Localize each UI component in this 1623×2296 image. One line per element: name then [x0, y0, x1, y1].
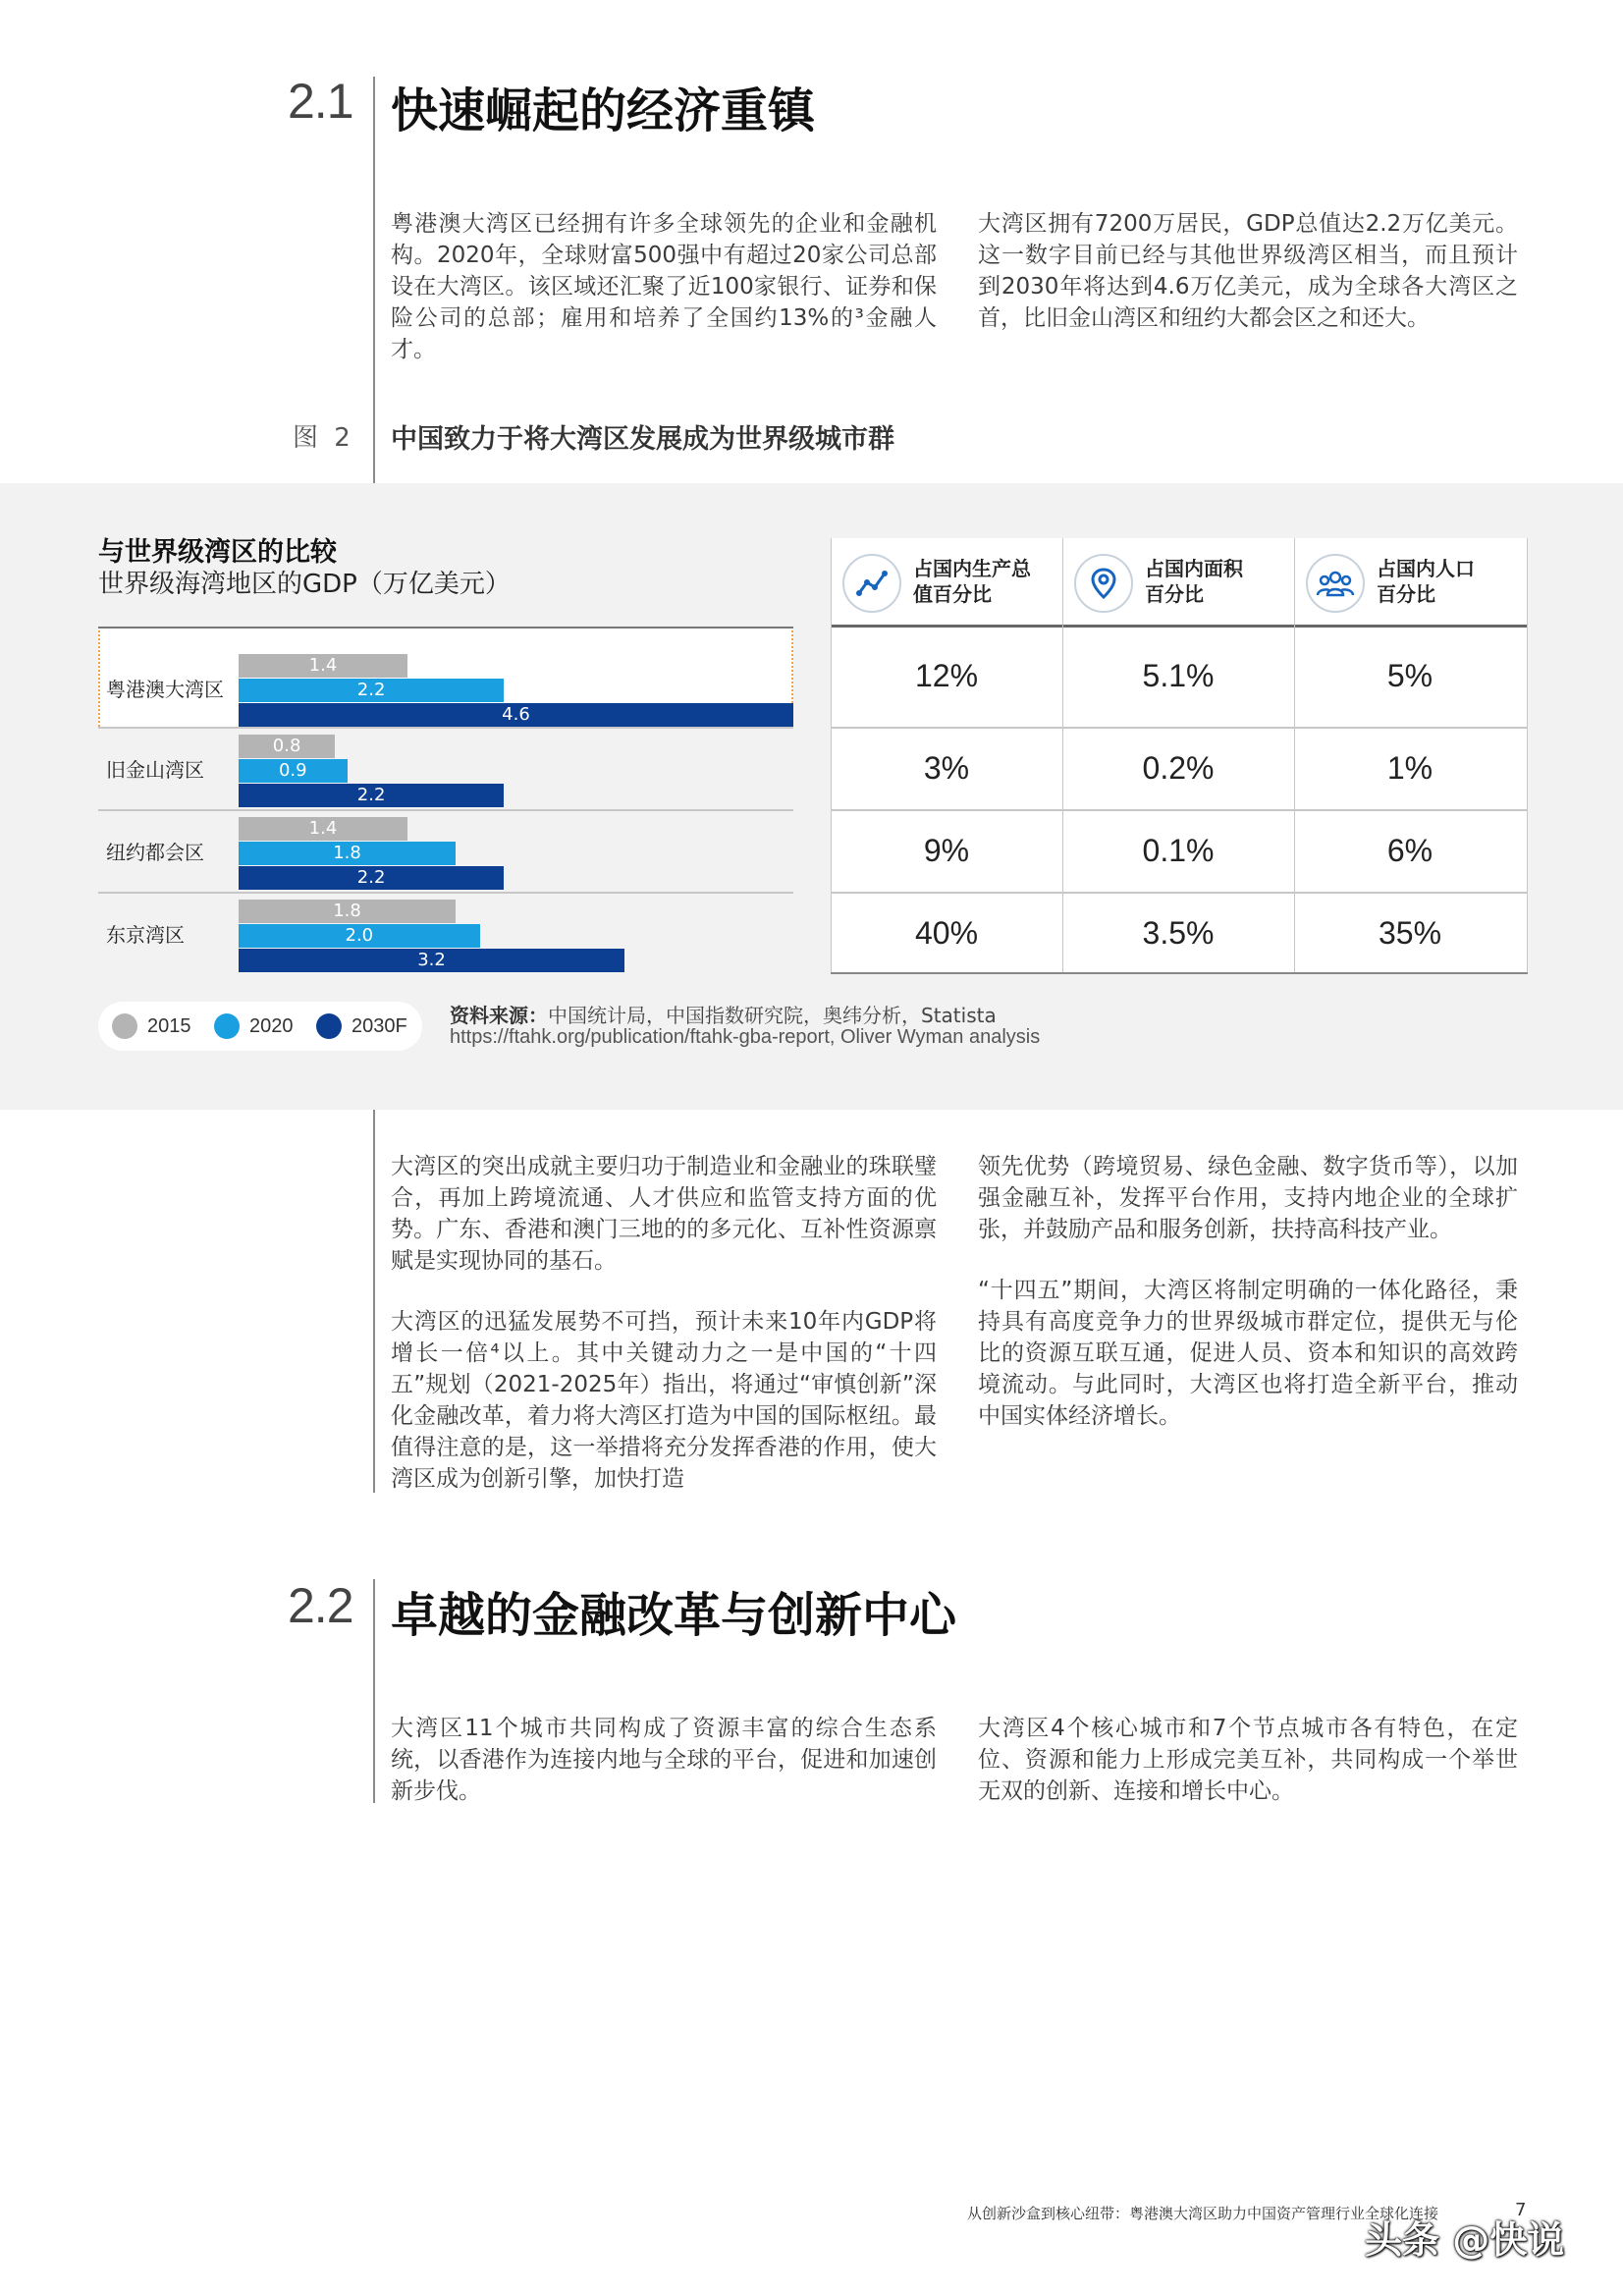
section2-para-right: 大湾区4个核心城市和7个节点城市各有特色，在定位、资源和能力上形成完美互补，共同构成一个举世无双的创新、连接和增长中心。: [978, 1716, 1518, 1804]
bar-value-label: 2.0: [345, 925, 374, 946]
body-left-para-1: 大湾区的突出成就主要归功于制造业和金融业的珠联璧合，再加上跨境流通、人才供应和监管支持方面的优势。广东、香港和澳门三地的的多元化、互补性资源禀赋是实现协同的基石。: [391, 1154, 937, 1274]
section1-vertical-rule: [373, 77, 375, 489]
section1-title: 快速崛起的经济重镇: [391, 83, 816, 138]
table-row-rule: [831, 892, 1528, 894]
figure-label: 图 2: [293, 423, 354, 453]
table-cell: 0.1%: [1142, 833, 1215, 868]
table-bottom-rule: [831, 972, 1528, 974]
chart-legend: [98, 1002, 422, 1051]
section2-para-left: 大湾区11个城市共同构成了资源丰富的综合生态系统，以香港作为连接内地与全球的平台，促进和加速创新步伐。: [391, 1716, 937, 1804]
body-right-para-2: “十四五”期间，大湾区将制定明确的一体化路径，秉持具有高度竞争力的世界级城市群定位，提供无与伦比的资源互联互通，促进人员、资本和知识的高效跨境流动。与此同时，大湾区也将打造全新平台，推动中国实体经济增长。: [978, 1278, 1518, 1429]
legend-swatch-2015: [112, 1013, 137, 1039]
section1-para-left: 粤港澳大湾区已经拥有许多全球领先的企业和金融机构。2020年，全球财富500强中有超过20家公司总部设在大湾区。该区域还汇聚了近100家银行、证券和保险公司的总部；雇用和培养了全国约13%的³金融人才。: [391, 211, 937, 362]
chart-subtitle: 世界级海湾地区的GDP（万亿美元）: [98, 570, 511, 599]
legend-label: 2020: [249, 1015, 294, 1037]
table-cell: 6%: [1386, 833, 1434, 868]
bar-value-label: 2.2: [356, 867, 386, 888]
table-cell: 35%: [1378, 915, 1442, 951]
figure-title: 中国致力于将大湾区发展成为世界级城市群: [391, 424, 894, 455]
table-cell: 3.5%: [1142, 915, 1215, 951]
legend-swatch-2030f: [316, 1013, 342, 1039]
table-header-gdp: 占国内生产总 值百分比: [913, 557, 1031, 606]
category-separator: [98, 727, 793, 729]
legend-label: 2030F: [352, 1015, 407, 1037]
table-cell: 5%: [1386, 658, 1434, 693]
legend-label: 2015: [147, 1015, 191, 1037]
table-cell: 9%: [923, 833, 970, 868]
line-chart-icon: [842, 554, 901, 613]
bar-value-label: 2.2: [356, 680, 386, 700]
category-label: 纽约都会区: [106, 841, 204, 864]
chart-top-rule: [98, 627, 793, 629]
category-label: 旧金山湾区: [106, 758, 204, 782]
category-separator: [98, 809, 793, 811]
bar-value-label: 3.2: [417, 950, 446, 970]
section1-number: 2.1: [288, 74, 353, 129]
section1-para-right: 大湾区拥有7200万居民，GDP总值达2.2万亿美元。这一数字目前已经与其他世界级湾区相当，而且预计到2030年将达到4.6万亿美元，成为全球各大湾区之首，比旧金山湾区和纽约大都会区之和还大。: [978, 211, 1518, 331]
table-cell: 1%: [1386, 750, 1434, 786]
body-right-column: [978, 1151, 1518, 1461]
body-right-para-1: 领先优势（跨境贸易、绿色金融、数字货币等），以加强金融互补，发挥平台作用，支持内地企业的全球扩张，并鼓励产品和服务创新，扶持高科技产业。: [978, 1154, 1518, 1242]
page-number: 7: [1515, 2200, 1527, 2220]
legend-swatch-2020: [214, 1013, 240, 1039]
location-pin-icon: [1074, 554, 1133, 613]
bar-value-label: 1.4: [308, 818, 338, 839]
table-cell: 12%: [914, 658, 979, 693]
section2-vertical-rule: [373, 1579, 375, 1803]
category-separator: [98, 892, 793, 894]
body-vertical-rule: [373, 1110, 375, 1493]
section2-title: 卓越的金融改革与创新中心: [391, 1588, 957, 1643]
table-cell: 3%: [923, 750, 970, 786]
table-cell: 5.1%: [1142, 658, 1215, 693]
table-header-population: 占国内人口 百分比: [1377, 557, 1475, 606]
chart-title: 与世界级湾区的比较: [98, 537, 337, 568]
bar-value-label: 4.6: [502, 704, 530, 725]
section2-number: 2.2: [288, 1578, 353, 1633]
table-divider: [1527, 538, 1528, 974]
bar-value-label: 0.8: [272, 736, 301, 756]
table-row-rule: [831, 809, 1528, 811]
bar-value-label: 1.8: [333, 901, 361, 921]
bar-value-label: 1.8: [333, 843, 361, 863]
source-label: 资料来源：: [450, 1004, 548, 1027]
source-text: 中国统计局，中国指数研究院，奥纬分析，Statista: [548, 1004, 997, 1027]
bar-value-label: 1.4: [308, 655, 338, 676]
category-label: 东京湾区: [106, 923, 185, 947]
table-cell: 40%: [914, 915, 979, 951]
table-header-rule: [831, 625, 1528, 628]
source-url[interactable]: https://ftahk.org/publication/ftahk-gba-report, Oliver Wyman analysis: [450, 1026, 1041, 1048]
page-footer: 从创新沙盒到核心纽带：粤港澳大湾区助力中国资产管理行业全球化连接: [967, 2205, 1439, 2222]
bar-value-label: 0.9: [278, 760, 307, 781]
source-line: [450, 1000, 997, 1028]
table-header-area: 占国内面积 百分比: [1145, 557, 1243, 606]
table-row-rule: [831, 727, 1528, 729]
people-icon: [1306, 554, 1365, 613]
watermark: 头条 @快说: [1365, 2218, 1565, 2262]
category-label: 粤港澳大湾区: [106, 678, 224, 701]
body-left-para-2: 大湾区的迅猛发展势不可挡，预计未来10年内GDP将增长一倍⁴以上。其中关键动力之一是中国的“十四五”规划（2021-2025年）指出，将通过“审慎创新”深化金融改革，着力将大湾区打造为中国的国际枢纽。最值得注意的是，这一举措将充分发挥香港的作用，使大湾区成为创新引擎，加快打造: [391, 1309, 937, 1492]
table-cell: 0.2%: [1142, 750, 1215, 786]
body-left-column: [391, 1151, 937, 1524]
bar-value-label: 2.2: [356, 785, 386, 805]
